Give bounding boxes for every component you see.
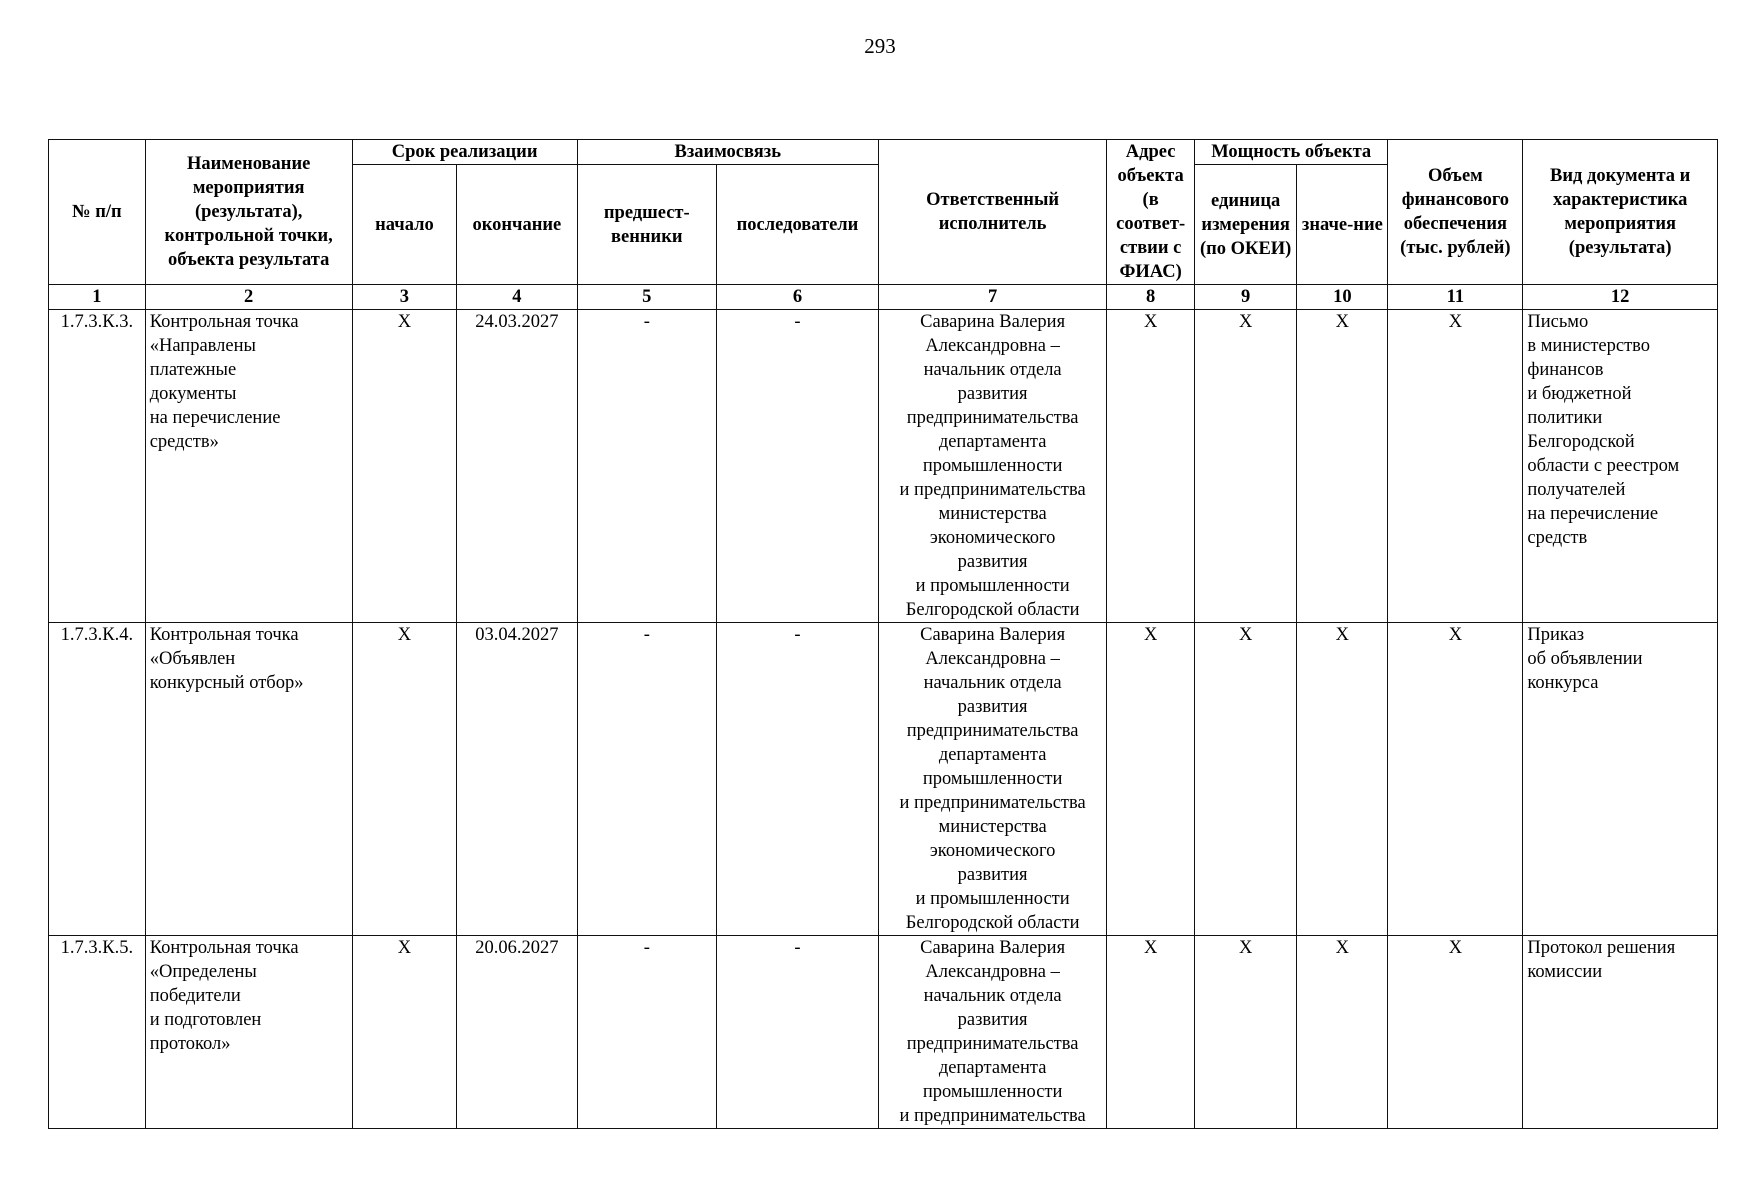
header-num: № п/п (49, 140, 146, 285)
column-number: 12 (1523, 285, 1718, 310)
cell-num: 1.7.3.К.3. (49, 310, 146, 623)
column-number: 5 (577, 285, 716, 310)
cell-responsible: Саварина Валерия Александровна – начальник отдела развития предпринимательства департамента промышленности и предпринимательства министерства экономического развития и промышленности Белгородской области (878, 623, 1106, 936)
table-row (49, 310, 1718, 623)
cell-unit: X (1194, 936, 1296, 1129)
cell-address: X (1107, 623, 1195, 936)
cell-predecessors: - (577, 310, 716, 623)
header-successors: последователи (717, 165, 879, 285)
column-number: 3 (352, 285, 457, 310)
cell-responsible: Саварина Валерия Александровна – начальник отдела развития предпринимательства департамента промышленности и предпринимательства министерства экономического развития и промышленности Белгородской области (878, 310, 1106, 623)
plan-table (48, 139, 1718, 1129)
cell-doc-type: Протокол решения комиссии (1523, 936, 1718, 1129)
cell-successors: - (717, 310, 879, 623)
header-predecessors: предшест-венники (577, 165, 716, 285)
header-unit: единица измерения (по ОКЕИ) (1194, 165, 1296, 285)
cell-value: X (1297, 310, 1388, 623)
column-number: 1 (49, 285, 146, 310)
header-row-1 (49, 140, 1718, 165)
header-relation: Взаимосвязь (577, 140, 878, 165)
cell-start: X (352, 310, 457, 623)
cell-end: 24.03.2027 (457, 310, 577, 623)
header-doc-type: Вид документа и характеристика мероприятия (результата) (1523, 140, 1718, 285)
column-number: 9 (1194, 285, 1296, 310)
header-term-end: окончание (457, 165, 577, 285)
cell-doc-type: Письмо в министерство финансов и бюджетной политики Белгородской области с реестром получателей на перечисление средств (1523, 310, 1718, 623)
cell-num: 1.7.3.К.5. (49, 936, 146, 1129)
cell-start: X (352, 623, 457, 936)
cell-unit: X (1194, 310, 1296, 623)
header-name: Наименование мероприятия (результата), контрольной точки, объекта результата (145, 140, 352, 285)
cell-doc-type: Приказ об объявлении конкурса (1523, 623, 1718, 936)
page-number: 293 (864, 34, 896, 58)
cell-num: 1.7.3.К.4. (49, 623, 146, 936)
cell-name: Контрольная точка «Направлены платежные документы на перечисление средств» (145, 310, 352, 623)
cell-predecessors: - (577, 623, 716, 936)
header-address: Адрес объекта (в соответ-ствии с ФИАС) (1107, 140, 1195, 285)
cell-end: 20.06.2027 (457, 936, 577, 1129)
cell-unit: X (1194, 623, 1296, 936)
column-number: 2 (145, 285, 352, 310)
column-number: 7 (878, 285, 1106, 310)
cell-responsible: Саварина Валерия Александровна – начальник отдела развития предпринимательства департамента промышленности и предпринимательства (878, 936, 1106, 1129)
cell-value: X (1297, 623, 1388, 936)
header-capacity: Мощность объекта (1194, 140, 1387, 165)
header-term: Срок реализации (352, 140, 577, 165)
table-row (49, 936, 1718, 1129)
cell-finance: X (1388, 310, 1523, 623)
cell-name: Контрольная точка «Определены победители и подготовлен протокол» (145, 936, 352, 1129)
table-row (49, 623, 1718, 936)
cell-finance: X (1388, 623, 1523, 936)
header-responsible: Ответственный исполнитель (878, 140, 1106, 285)
column-number: 8 (1107, 285, 1195, 310)
header-term-start: начало (352, 165, 457, 285)
cell-value: X (1297, 936, 1388, 1129)
column-number-row (49, 285, 1718, 310)
column-number: 4 (457, 285, 577, 310)
cell-address: X (1107, 310, 1195, 623)
cell-start: X (352, 936, 457, 1129)
cell-predecessors: - (577, 936, 716, 1129)
cell-finance: X (1388, 936, 1523, 1129)
cell-successors: - (717, 623, 879, 936)
cell-end: 03.04.2027 (457, 623, 577, 936)
cell-address: X (1107, 936, 1195, 1129)
column-number: 10 (1297, 285, 1388, 310)
header-finance: Объем финансового обеспечения (тыс. рублей) (1388, 140, 1523, 285)
header-value: значе-ние (1297, 165, 1388, 285)
column-number: 6 (717, 285, 879, 310)
cell-successors: - (717, 936, 879, 1129)
column-number: 11 (1388, 285, 1523, 310)
cell-name: Контрольная точка «Объявлен конкурсный отбор» (145, 623, 352, 936)
